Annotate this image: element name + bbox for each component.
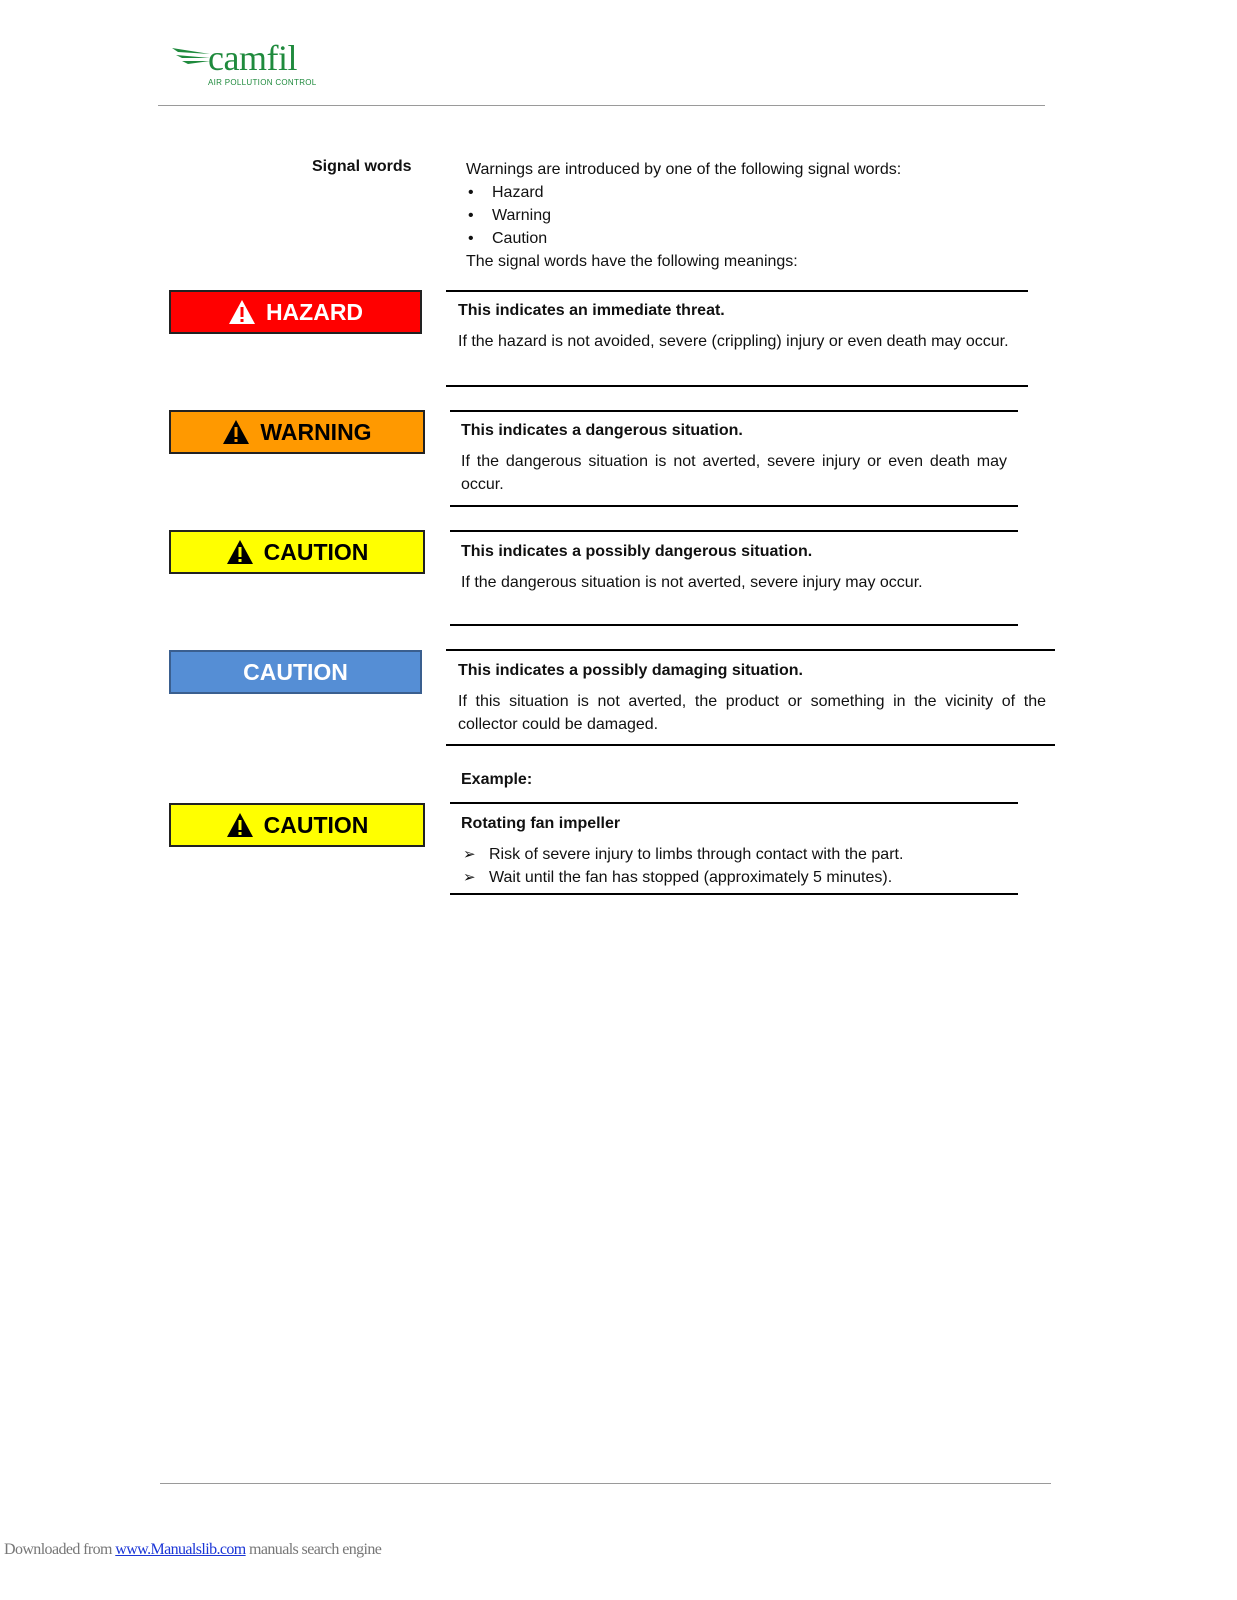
entry-bottom-rule (446, 744, 1055, 746)
warning-triangle-icon (222, 419, 250, 445)
entry-bottom-rule (450, 893, 1018, 895)
badge-label: CAUTION (263, 811, 369, 838)
entry-top-rule (446, 649, 1055, 651)
section-label: Signal words (312, 158, 412, 175)
warning-triangle-icon (226, 539, 254, 565)
list-item: • Warning (466, 204, 1026, 227)
entry-top-rule (450, 410, 1018, 412)
entry-heading: This indicates a dangerous situation. (461, 422, 743, 439)
warning-description (461, 422, 1007, 496)
warning-triangle-icon (226, 812, 254, 838)
signal-word-list (466, 181, 1026, 250)
notice-description (458, 662, 1046, 736)
warning-triangle-icon (228, 299, 256, 325)
entry-body: If this situation is not averted, the product or something in the vicinity of the collector could be damaged. (458, 693, 1046, 733)
list-item-text: Wait until the fan has stopped (approximately 5 minutes). (489, 869, 893, 886)
manualslib-link[interactable]: www.Manualslib.com (115, 1541, 246, 1558)
caution-description (461, 543, 1007, 594)
intro-text: Warnings are introduced by one of the following signal words: (466, 161, 902, 178)
footer-prefix: Downloaded from (4, 1541, 116, 1558)
badge-label: HAZARD (265, 298, 364, 325)
example-heading: Rotating fan impeller (461, 815, 621, 832)
footer-suffix: manuals search engine (245, 1541, 382, 1558)
example-caution-badge (169, 803, 425, 847)
notice-caution-badge (169, 650, 422, 694)
list-item (461, 843, 1007, 866)
entry-heading: This indicates a possibly damaging situation. (458, 662, 803, 679)
badge-label: CAUTION (263, 538, 369, 565)
entry-bottom-rule (450, 624, 1018, 626)
entry-bottom-rule (450, 505, 1018, 507)
example-label: Example: (461, 771, 533, 788)
logo-swoosh-icon (172, 46, 212, 70)
list-item (461, 866, 1007, 889)
entry-top-rule (446, 290, 1028, 292)
outro-text: The signal words have the following meanings: (466, 253, 798, 270)
list-item-text: Risk of severe injury to limbs through contact with the part. (489, 846, 904, 863)
footer-text (4, 1541, 381, 1559)
entry-top-rule (450, 530, 1018, 532)
list-item: • Hazard (466, 181, 1026, 204)
badge-label: WARNING (260, 418, 372, 445)
logo-tagline: AIR POLLUTION CONTROL (208, 78, 317, 87)
hazard-badge (169, 290, 422, 334)
header-divider (158, 105, 1045, 106)
signal-words-intro (466, 158, 1026, 273)
entry-heading: This indicates an immediate threat. (458, 302, 725, 319)
list-item: • Caution (466, 227, 1026, 250)
badge-label: CAUTION (243, 658, 348, 685)
entry-body: If the hazard is not avoided, severe (crippling) injury or even death may occur. (458, 333, 1009, 350)
arrow-bullet-icon: ➢ (463, 846, 476, 863)
example-description (461, 815, 1007, 889)
example-list (461, 843, 1007, 889)
camfil-logo (172, 40, 322, 90)
warning-badge (169, 410, 425, 454)
entry-heading: This indicates a possibly dangerous situation. (461, 543, 813, 560)
footer-divider (160, 1483, 1051, 1484)
arrow-bullet-icon: ➢ (463, 869, 476, 886)
caution-badge (169, 530, 425, 574)
entry-top-rule (450, 802, 1018, 804)
entry-bottom-rule (446, 385, 1028, 387)
entry-body: If the dangerous situation is not averted, severe injury or even death may occur. (461, 453, 1007, 493)
entry-body: If the dangerous situation is not averted, severe injury may occur. (461, 574, 923, 591)
logo-wordmark: camfil (208, 38, 297, 78)
hazard-description (458, 302, 1018, 353)
